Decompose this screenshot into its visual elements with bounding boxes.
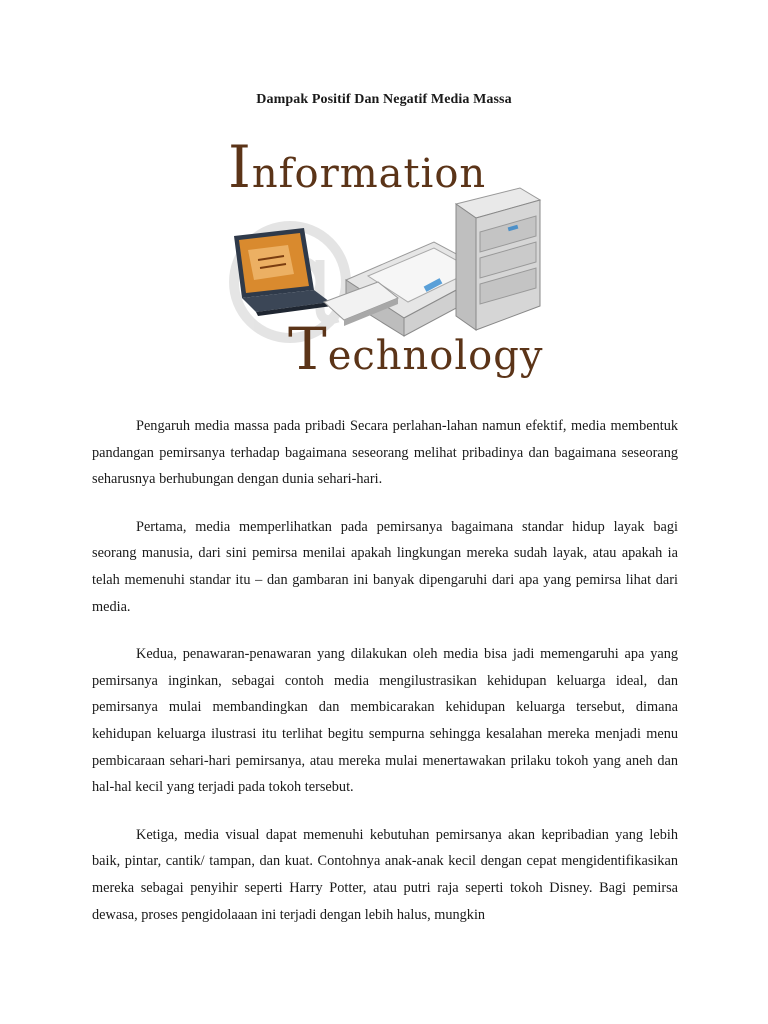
document-title: Dampak Positif Dan Negatif Media Massa [256,92,512,107]
figure-word-information [228,133,487,201]
figure-word-technology-rest: echnology [327,333,544,379]
information-technology-figure [228,132,544,394]
figure-word-technology [288,315,544,383]
paragraph: Pengaruh media massa pada pribadi Secara perlahan-lahan namun efektif, media membentuk pandangan pemirsanya terhadap bagaimana seseorang melihat pribadinya dan bagaimana seseorang seharusnya berhubungan dengan dunia sehari-hari. [92,418,678,488]
printer-icon [456,188,540,330]
paragraph: Kedua, penawaran-penawaran yang dilakukan oleh media bisa jadi memengaruhi apa yang pemirsanya inginkan, sebagai contoh media mengilustrasikan kehidupan keluarga ideal, dan pemirsanya mulai membandingkan dan membicarakan kehidupan keluarga tersebut, dimana kehidupan keluarga ilustrasi itu terlihat begitu sempurna sehingga kesalahan mereka menjadi menu pembicaraan sehari-hari pemirsanya, atau mereka mulai menertawakan prilaku tokoh yang aneh dan hal-hal kecil yang terjadi pada tokoh tersebut. [92,646,678,796]
figure-word-technology-cap: T [288,315,328,383]
figure-word-information-rest: nformation [251,151,487,197]
paragraph: Ketiga, media visual dapat memenuhi kebutuhan pemirsanya akan kepribadian yang lebih baik, pintar, cantik/ tampan, dan kuat. Contohnya anak-anak kecil dengan cepat mengidentifikasikan mereka sebagai penyihir seperti Harry Potter, atau putri raja seperti tokoh Disney. Bagi pemirsa dewasa, proses pengidolaaan ini terjadi dengan lebih halus, mungkin [92,826,678,923]
figure-word-information-cap: I [228,133,252,201]
paragraph: Pertama, media memperlihatkan pada pemirsanya bagaimana standar hidup layak bagi seorang manusia, dari sini pemirsa menilai apakah lingkungan mereka sudah layak, atau apakah ia telah memenuhi standar itu – dan gambaran ini banyak dipengaruhi dari apa yang pemirsa lihat dari media. [92,518,678,615]
document-body [92,413,678,949]
